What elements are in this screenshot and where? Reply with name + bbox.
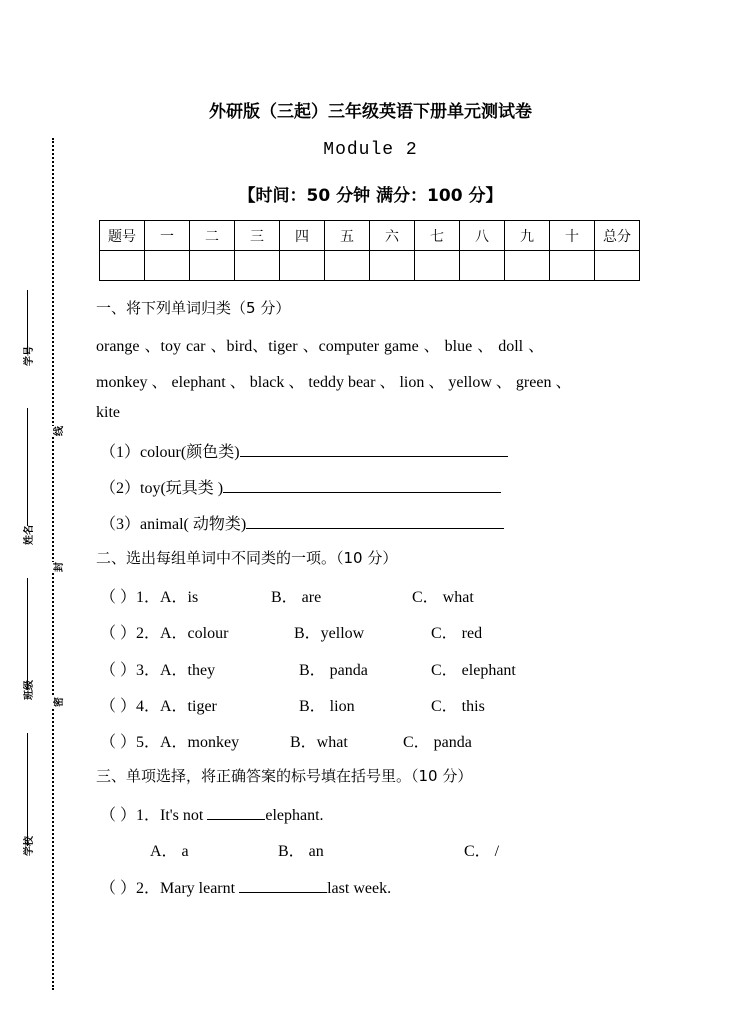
section2-title: 二、选出每组单词中不同类的一项。（10 分） bbox=[96, 549, 398, 567]
section3-q1-prefix: （ ）1．It's not bbox=[100, 807, 204, 824]
score-table-header-row bbox=[100, 221, 640, 251]
score-header-cell: 九 bbox=[505, 221, 550, 251]
section1-q3-answer-blank[interactable] bbox=[246, 528, 504, 529]
class-rule bbox=[27, 578, 28, 690]
section1-q1-text: （1）colour(颜色类) bbox=[100, 444, 240, 461]
section3-q1-option-a: A． a bbox=[150, 843, 189, 860]
name-label: 姓名 bbox=[24, 525, 35, 545]
section1-words-line3: kite bbox=[96, 404, 120, 421]
score-header-cell: 总分 bbox=[595, 221, 640, 251]
score-cell[interactable] bbox=[505, 251, 550, 281]
school-label: 学校 bbox=[24, 836, 35, 856]
section2-item4-num: （ ）4．A．tiger bbox=[100, 698, 217, 715]
student-id-rule bbox=[27, 290, 28, 354]
score-cell[interactable] bbox=[190, 251, 235, 281]
binding-mark-line: 线 bbox=[50, 426, 65, 436]
section2-item1-num: （ ）1．A．is bbox=[100, 589, 199, 606]
score-cell[interactable] bbox=[280, 251, 325, 281]
section2-item3-num: （ ）3．A．they bbox=[100, 662, 216, 679]
time-score-info: 【时间：50 分钟 满分：100 分】 bbox=[238, 186, 503, 206]
score-cell[interactable] bbox=[100, 251, 145, 281]
score-cell[interactable] bbox=[325, 251, 370, 281]
section1-q2-text: （2）toy(玩具类 ) bbox=[100, 480, 224, 497]
score-cell[interactable] bbox=[595, 251, 640, 281]
page-title: 外研版（三起）三年级英语下册单元测试卷 bbox=[209, 102, 532, 122]
binding-mark-seal: 封 bbox=[50, 562, 65, 572]
section2-item4-c: C． this bbox=[431, 698, 485, 715]
section1-q1 bbox=[100, 439, 508, 462]
score-header-cell: 八 bbox=[460, 221, 505, 251]
score-cell[interactable] bbox=[550, 251, 595, 281]
module-label: Module 2 bbox=[323, 140, 418, 160]
score-header-cell: 三 bbox=[235, 221, 280, 251]
score-header-cell: 四 bbox=[280, 221, 325, 251]
section1-words-line1: orange 、toy car 、bird、tiger 、computer game 、 blue 、 doll 、 bbox=[96, 338, 545, 355]
name-rule bbox=[27, 408, 28, 526]
score-cell[interactable] bbox=[235, 251, 280, 281]
section3-q2-answer-blank[interactable] bbox=[239, 892, 327, 893]
section1-title: 一、将下列单词归类（5 分） bbox=[96, 299, 291, 317]
section2-item3-c: C． elephant bbox=[431, 662, 516, 679]
binding-mark-secret: 密 bbox=[50, 697, 65, 707]
section3-q2-suffix: last week. bbox=[327, 880, 392, 897]
section3-title: 三、单项选择，将正确答案的标号填在括号里。（10 分） bbox=[96, 767, 473, 785]
section1-q3-text: （3）animal( 动物类) bbox=[100, 516, 247, 533]
score-cell[interactable] bbox=[145, 251, 190, 281]
section2-item2-c: C． red bbox=[431, 625, 483, 642]
section1-q2-answer-blank[interactable] bbox=[223, 492, 501, 493]
score-header-cell: 五 bbox=[325, 221, 370, 251]
score-table-blank-row bbox=[100, 251, 640, 281]
section2-item5-c: C． panda bbox=[403, 734, 472, 751]
score-header-cell: 七 bbox=[415, 221, 460, 251]
section2-item5-num: （ ）5．A．monkey bbox=[100, 734, 240, 751]
score-header-cell: 题号 bbox=[100, 221, 145, 251]
section2-item1-c: C． what bbox=[412, 589, 474, 606]
score-cell[interactable] bbox=[370, 251, 415, 281]
score-cell[interactable] bbox=[460, 251, 505, 281]
score-header-cell: 二 bbox=[190, 221, 235, 251]
score-header-cell: 十 bbox=[550, 221, 595, 251]
section1-words-line2: monkey 、 elephant 、 black 、 teddy bear 、 lion 、 yellow 、 green 、 bbox=[96, 374, 572, 391]
section3-q2 bbox=[100, 875, 391, 898]
section3-q1-answer-blank[interactable] bbox=[207, 819, 265, 820]
score-header-cell: 一 bbox=[145, 221, 190, 251]
section2-item2-num: （ ）2．A．colour bbox=[100, 625, 229, 642]
section2-item5-b: B．what bbox=[290, 734, 348, 751]
section3-q1-suffix: elephant. bbox=[265, 807, 324, 824]
section3-q1-option-c: C． / bbox=[464, 843, 500, 860]
school-rule bbox=[27, 733, 28, 846]
section3-q2-prefix: （ ）2．Mary learnt bbox=[100, 880, 236, 897]
score-header-cell: 六 bbox=[370, 221, 415, 251]
score-cell[interactable] bbox=[415, 251, 460, 281]
section1-q1-answer-blank[interactable] bbox=[240, 456, 508, 457]
score-table bbox=[99, 220, 640, 281]
section2-item4-b: B． lion bbox=[299, 698, 355, 715]
section2-item1-b: B． are bbox=[271, 589, 322, 606]
section2-item3-b: B． panda bbox=[299, 662, 368, 679]
section1-q3 bbox=[100, 511, 504, 534]
student-id-label: 学号 bbox=[24, 346, 35, 366]
section3-q1 bbox=[100, 802, 324, 825]
section1-q2 bbox=[100, 475, 501, 498]
class-label: 班级 bbox=[24, 680, 35, 700]
section3-q1-option-b: B． an bbox=[278, 843, 324, 860]
section2-item2-b: B．yellow bbox=[294, 625, 365, 642]
